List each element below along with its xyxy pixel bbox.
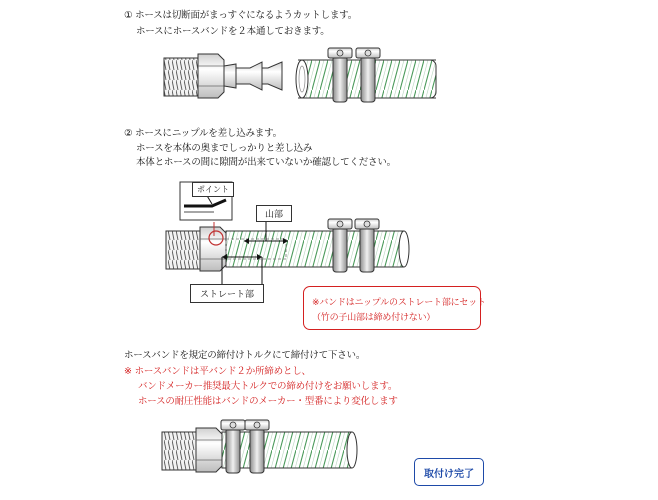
point-label: ポイント — [192, 182, 234, 197]
step3-note3: ホースの耐圧性能はバンドのメーカー・型番により変化します — [138, 396, 398, 407]
hose-step2 — [226, 231, 409, 267]
installation-complete-badge: 取付け完了 — [414, 458, 484, 486]
step1-line1: ① ホースは切断面がまっすぐになるようカットします。 — [124, 10, 358, 21]
yamabu-label: 山部 — [256, 205, 292, 222]
step2-line1: ② ホースにニップルを差し込みます。 — [124, 128, 282, 139]
hose-step3 — [222, 432, 357, 468]
step2-line2: ホースを本体の奥までしっかりと差し込み — [136, 143, 313, 154]
band-position-note — [303, 286, 486, 330]
step2-line3: 本体とホースの間に隙間が出来ていないか確認してください。 — [136, 157, 396, 168]
band-position-note-line1: ※バンドはニップルのストレート部にセット — [312, 298, 486, 308]
nipple-step1 — [164, 54, 282, 98]
straight-part-label: ストレート部 — [190, 284, 264, 303]
step1-line2: ホースにホースバンドを２本通しておきます。 — [136, 26, 330, 37]
band-position-note-line2: （竹の子山部は締め付けない） — [312, 313, 436, 323]
nipple-step3 — [162, 428, 222, 472]
step3-note2: バンドメーカー推奨最大トルクでの締め付けをお願いします。 — [138, 381, 398, 392]
step3-line1: ホースバンドを規定の締付けトルクにて締付けて下さい。 — [124, 350, 366, 361]
step3-note1: ※ ホースバンドは平バンド２か所締めとし、 — [124, 366, 311, 377]
nipple-step2 — [166, 227, 226, 271]
